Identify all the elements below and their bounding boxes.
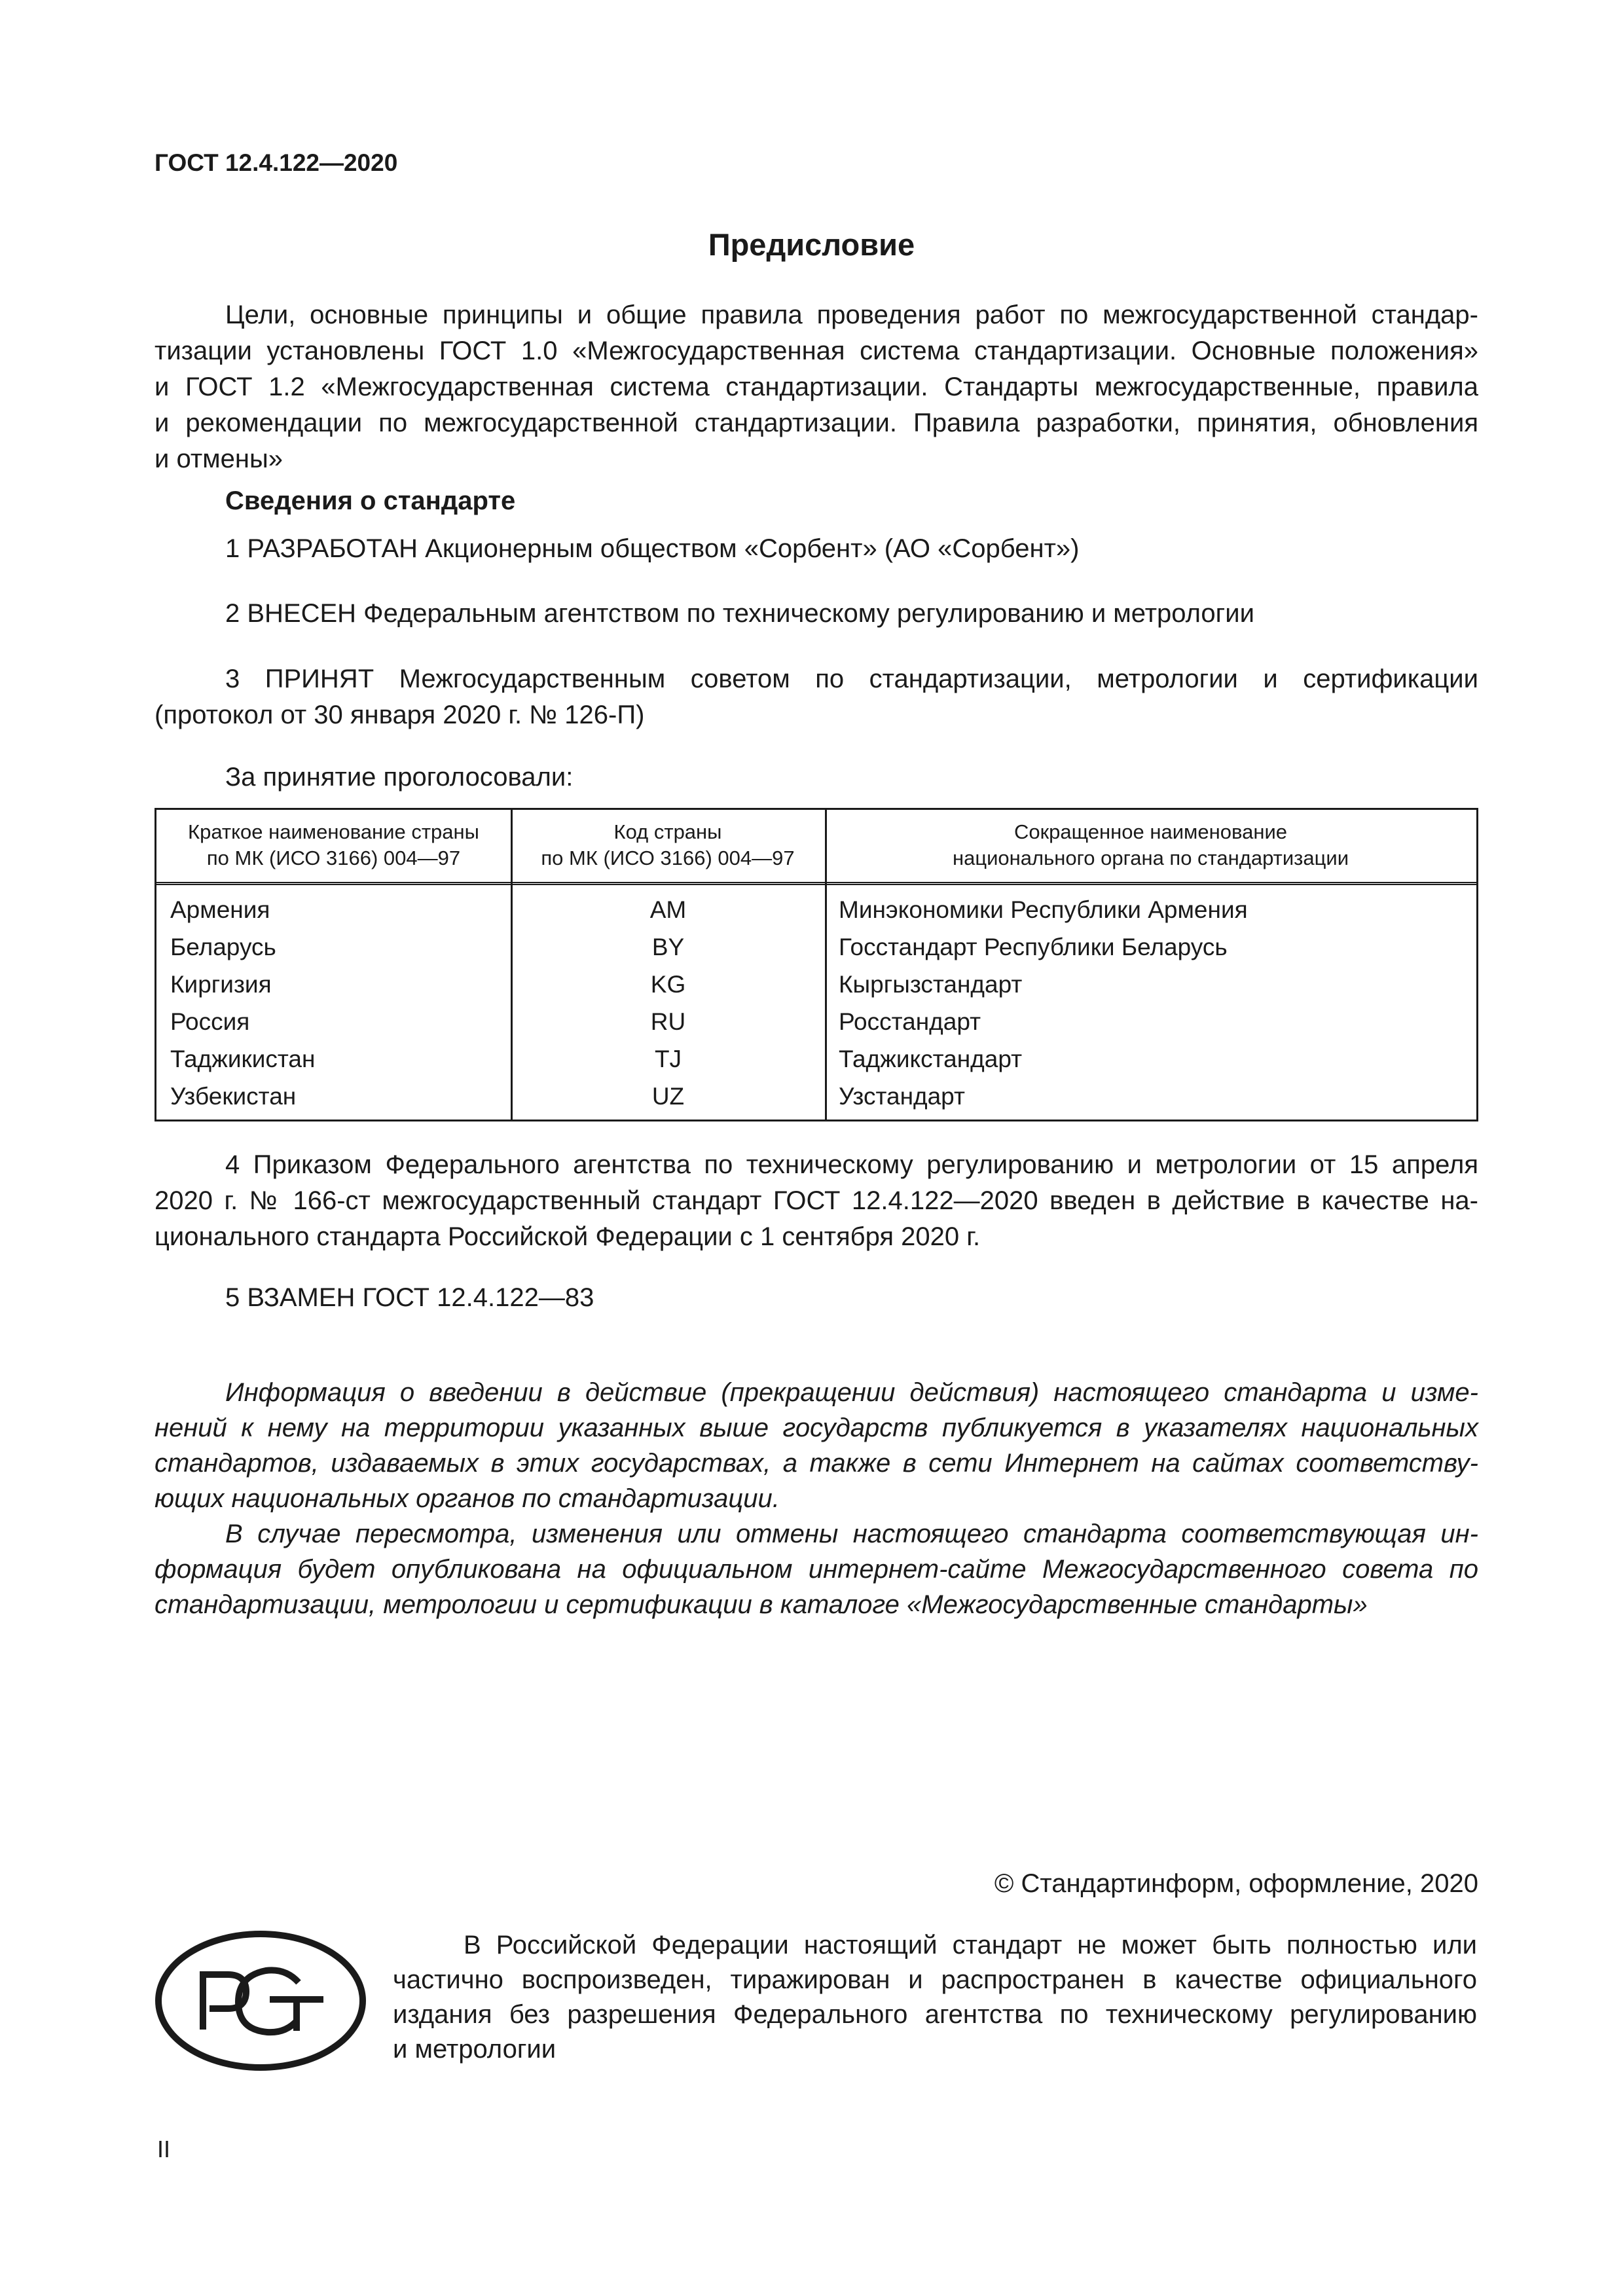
cell-code: TJ [654, 1046, 682, 1072]
item-2: 2 ВНЕСЕН Федеральным агентством по техническому регулированию и метрологии [225, 599, 1254, 628]
header-line: по МК (ИСО 3166) 004—97 [541, 847, 795, 869]
info-line: нений к нему на территории указанных выше государств публикуется в указателях национальных [155, 1413, 1478, 1442]
cell-country: Армения [170, 896, 270, 923]
notice-line: издания без разрешения Федерального агентства по техническому регулированию [393, 2000, 1477, 2029]
item-4 [155, 1147, 1478, 1255]
item-3 [155, 661, 1478, 733]
voting-table [155, 808, 1478, 1121]
header-line: Сокращенное наименование [1013, 820, 1288, 843]
voted-label: За принятие проголосовали: [225, 763, 574, 792]
cell-body: Минэкономики Республики Армения [839, 896, 1248, 923]
cell-country: Россия [170, 1008, 250, 1035]
item-3-line: (протокол от 30 января 2020 г. № 126-П) [155, 701, 645, 729]
cell-country: Узбекистан [170, 1083, 297, 1110]
table-header-code [511, 819, 825, 878]
intro-line: и отмены» [155, 445, 283, 473]
info-paragraph-2 [155, 1516, 1478, 1622]
item-4-line: 4 Приказом Федерального агентства по техническому регулированию и метрологии от 15 апреля [225, 1150, 1478, 1179]
rst-logo [155, 1930, 367, 2072]
intro-line: тизации установлены ГОСТ 1.0 «Межгосударственная система стандартизации. Основные положения» [155, 337, 1478, 365]
table-header-divider [156, 882, 1476, 885]
item-4-line: 2020 г. № 166-ст межгосударственный стандарт ГОСТ 12.4.122—2020 введен в действие в качестве на- [155, 1186, 1478, 1215]
cell-code: BY [651, 934, 685, 960]
header-line: национального органа по стандартизации [952, 847, 1349, 869]
intro-paragraph [155, 297, 1478, 477]
cell-country: Таджикистан [170, 1046, 316, 1072]
header-line: по МК (ИСО 3166) 004—97 [206, 847, 461, 869]
info-line: Информация о введении в действие (прекращении действия) настоящего стандарта и изме- [225, 1378, 1478, 1407]
intro-line: и рекомендации по межгосударственной стандартизации. Правила разработки, принятия, обновления [155, 409, 1478, 437]
item-1: 1 РАЗРАБОТАН Акционерным обществом «Сорбент» (АО «Сорбент») [225, 534, 1080, 563]
cell-country: Киргизия [170, 971, 272, 998]
cell-body: Узстандарт [839, 1083, 965, 1110]
header-line: Код страны [613, 820, 722, 843]
cell-body: Таджикстандарт [839, 1046, 1023, 1072]
cell-body: Росстандарт [839, 1008, 981, 1035]
table-header-body [825, 819, 1476, 878]
cell-code: UZ [651, 1083, 685, 1110]
info-line: формация будет опубликована на официальном интернет-сайте Межгосударственного совета по [155, 1555, 1478, 1584]
item-4-line: ционального стандарта Российской Федерации с 1 сентября 2020 г. [155, 1222, 981, 1251]
table-header-country [156, 819, 511, 878]
cell-code: RU [650, 1008, 686, 1035]
item-5: 5 ВЗАМЕН ГОСТ 12.4.122—83 [225, 1283, 594, 1312]
document-code: ГОСТ 12.4.122—2020 [155, 149, 398, 176]
header-line: Краткое наименование страны [188, 820, 479, 843]
info-line: стандартов, издаваемых в этих государствах, а также в сети Интернет на сайтах соответству- [155, 1449, 1478, 1478]
page-title: Предисловие [708, 227, 915, 262]
cell-country: Беларусь [170, 934, 276, 960]
intro-line: и ГОСТ 1.2 «Межгосударственная система стандартизации. Стандарты межгосударственные, правила [155, 373, 1478, 401]
copyright-notice [393, 1928, 1477, 2067]
notice-line: частично воспроизведен, тиражирован и распространен в качестве официального [393, 1965, 1477, 1994]
notice-line: В Российской Федерации настоящий стандарт не может быть полностью или [464, 1931, 1477, 1959]
notice-line: и метрологии [393, 2035, 556, 2064]
section-heading: Сведения о стандарте [225, 486, 516, 515]
info-line: ющих национальных органов по стандартизации. [155, 1484, 780, 1513]
cell-body: Госстандарт Республики Беларусь [839, 934, 1228, 960]
copyright: © Стандартинформ, оформление, 2020 [994, 1869, 1478, 1898]
cell-code: AM [649, 896, 687, 923]
cell-body: Кыргызстандарт [839, 971, 1023, 998]
cell-code: KG [650, 971, 686, 998]
info-paragraph-1 [155, 1375, 1478, 1516]
rst-logo-icon [155, 1930, 367, 2072]
info-line: В случае пересмотра, изменения или отмены настоящего стандарта соответствующая ин- [225, 1520, 1478, 1548]
info-line: стандартизации, метрологии и сертификации в каталоге «Межгосударственные стандарты» [155, 1590, 1368, 1619]
page-number: II [157, 2136, 171, 2162]
item-3-line: 3 ПРИНЯТ Межгосударственным советом по стандартизации, метрологии и сертификации [225, 665, 1478, 693]
intro-line: Цели, основные принципы и общие правила проведения работ по межгосударственной стандар- [225, 301, 1478, 329]
